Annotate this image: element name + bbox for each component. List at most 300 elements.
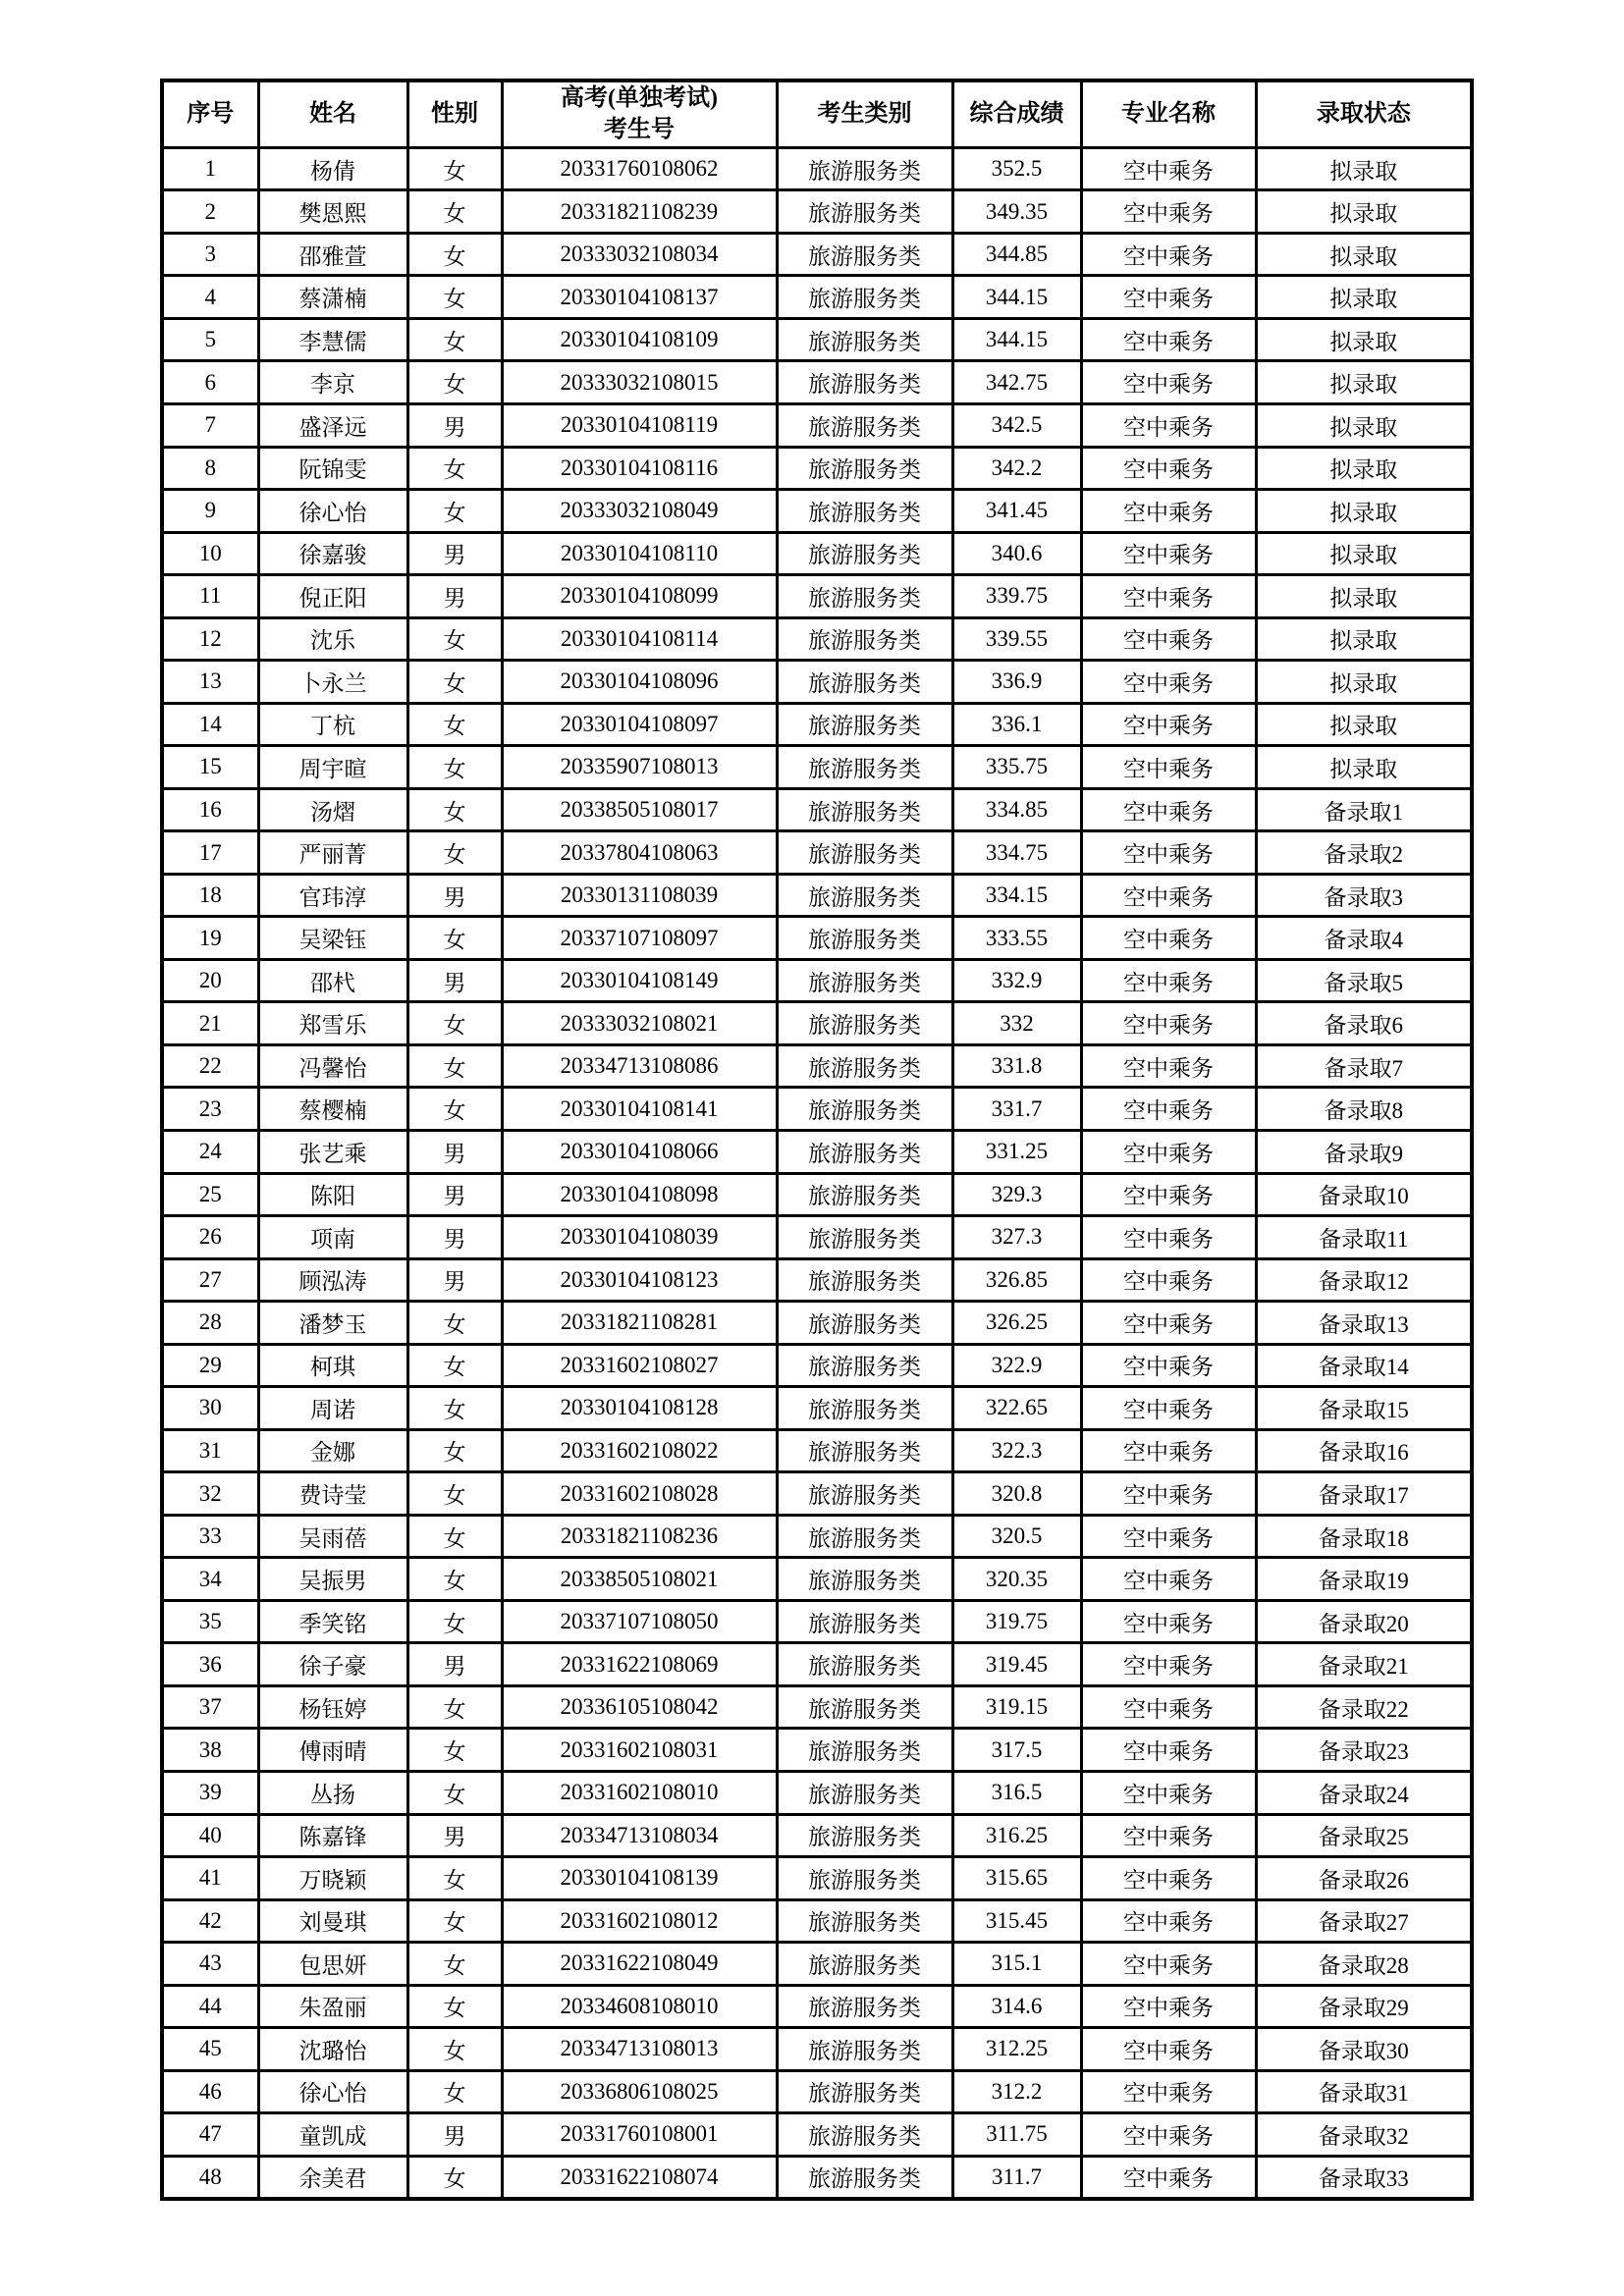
cell-major-name: 空中乘务: [1081, 575, 1256, 618]
cell-candidate-type: 旅游服务类: [777, 1002, 952, 1045]
cell-composite-score: 315.1: [952, 1943, 1081, 1986]
cell-composite-score: 342.5: [952, 403, 1081, 447]
cell-major-name: 空中乘务: [1081, 1643, 1256, 1686]
cell-candidate-type: 旅游服务类: [777, 1814, 952, 1857]
cell-exam-number: 20331821108281: [502, 1302, 777, 1345]
table-row: [162, 447, 1472, 490]
cell-major-name: 空中乘务: [1081, 1088, 1256, 1131]
cell-name: 李京: [258, 361, 407, 404]
cell-exam-number: 20330104108039: [502, 1216, 777, 1259]
cell-composite-score: 339.55: [952, 617, 1081, 661]
cell-exam-number: 20330104108137: [502, 276, 777, 319]
cell-gender: 女: [407, 1344, 502, 1387]
cell-admission-status: 拟录取: [1256, 447, 1472, 490]
cell-index: 39: [162, 1771, 258, 1814]
cell-major-name: 空中乘务: [1081, 276, 1256, 319]
cell-admission-status: 备录取18: [1256, 1515, 1472, 1558]
cell-index: 35: [162, 1600, 258, 1643]
cell-exam-number: 20331821108236: [502, 1515, 777, 1558]
cell-admission-status: 备录取24: [1256, 1771, 1472, 1814]
cell-admission-status: 备录取9: [1256, 1131, 1472, 1174]
cell-major-name: 空中乘务: [1081, 1899, 1256, 1943]
cell-composite-score: 322.9: [952, 1344, 1081, 1387]
table-row: [162, 1131, 1472, 1174]
cell-index: 28: [162, 1302, 258, 1345]
cell-name: 官玮淳: [258, 874, 407, 917]
table-row: [162, 788, 1472, 831]
cell-exam-number: 20337107108097: [502, 917, 777, 960]
cell-candidate-type: 旅游服务类: [777, 190, 952, 234]
cell-name: 倪正阳: [258, 575, 407, 618]
cell-index: 38: [162, 1729, 258, 1772]
cell-major-name: 空中乘务: [1081, 661, 1256, 704]
cell-major-name: 空中乘务: [1081, 2156, 1256, 2199]
cell-name: 徐心怡: [258, 2070, 407, 2113]
cell-composite-score: 312.25: [952, 2028, 1081, 2071]
table-row: [162, 1472, 1472, 1516]
cell-composite-score: 329.3: [952, 1173, 1081, 1216]
cell-name: 阮锦雯: [258, 447, 407, 490]
table-row: [162, 147, 1472, 190]
cell-composite-score: 331.8: [952, 1044, 1081, 1088]
cell-admission-status: 备录取30: [1256, 2028, 1472, 2071]
cell-gender: 女: [407, 746, 502, 789]
cell-major-name: 空中乘务: [1081, 490, 1256, 533]
cell-composite-score: 335.75: [952, 746, 1081, 789]
cell-name: 蔡樱楠: [258, 1088, 407, 1131]
cell-exam-number: 20333032108034: [502, 233, 777, 276]
cell-index: 12: [162, 617, 258, 661]
cell-exam-number: 20334713108034: [502, 1814, 777, 1857]
cell-composite-score: 336.9: [952, 661, 1081, 704]
cell-name: 陈嘉锋: [258, 1814, 407, 1857]
table-row: [162, 1899, 1472, 1943]
cell-admission-status: 备录取32: [1256, 2113, 1472, 2157]
cell-index: 20: [162, 959, 258, 1002]
cell-gender: 男: [407, 1131, 502, 1174]
cell-name: 丁杭: [258, 703, 407, 746]
cell-index: 4: [162, 276, 258, 319]
cell-gender: 女: [407, 1857, 502, 1900]
cell-gender: 女: [407, 276, 502, 319]
cell-name: 丛扬: [258, 1771, 407, 1814]
cell-gender: 女: [407, 831, 502, 875]
table-row: [162, 1258, 1472, 1302]
cell-major-name: 空中乘务: [1081, 318, 1256, 361]
cell-composite-score: 332: [952, 1002, 1081, 1045]
cell-name: 郑雪乐: [258, 1002, 407, 1045]
cell-name: 李慧儒: [258, 318, 407, 361]
cell-candidate-type: 旅游服务类: [777, 1216, 952, 1259]
table-row: [162, 361, 1472, 404]
cell-gender: 男: [407, 403, 502, 447]
cell-admission-status: 备录取2: [1256, 831, 1472, 875]
cell-name: 严丽菁: [258, 831, 407, 875]
cell-index: 44: [162, 1985, 258, 2028]
cell-composite-score: 334.75: [952, 831, 1081, 875]
cell-major-name: 空中乘务: [1081, 1814, 1256, 1857]
cell-candidate-type: 旅游服务类: [777, 490, 952, 533]
cell-index: 15: [162, 746, 258, 789]
cell-major-name: 空中乘务: [1081, 447, 1256, 490]
cell-admission-status: 备录取16: [1256, 1429, 1472, 1472]
cell-name: 周诺: [258, 1387, 407, 1430]
cell-gender: 女: [407, 1985, 502, 2028]
cell-composite-score: 320.35: [952, 1558, 1081, 1601]
table-row: [162, 2070, 1472, 2113]
cell-gender: 女: [407, 2156, 502, 2199]
cell-exam-number: 20331602108022: [502, 1429, 777, 1472]
cell-exam-number: 20330104108149: [502, 959, 777, 1002]
cell-candidate-type: 旅游服务类: [777, 361, 952, 404]
cell-gender: 女: [407, 617, 502, 661]
table-row: [162, 532, 1472, 575]
cell-index: 30: [162, 1387, 258, 1430]
cell-gender: 女: [407, 490, 502, 533]
cell-composite-score: 332.9: [952, 959, 1081, 1002]
cell-exam-number: 20338505108021: [502, 1558, 777, 1601]
cell-index: 40: [162, 1814, 258, 1857]
table-row: [162, 190, 1472, 234]
cell-gender: 女: [407, 1729, 502, 1772]
cell-index: 19: [162, 917, 258, 960]
table-row: [162, 1857, 1472, 1900]
cell-gender: 女: [407, 447, 502, 490]
cell-admission-status: 备录取13: [1256, 1302, 1472, 1345]
cell-index: 42: [162, 1899, 258, 1943]
cell-gender: 女: [407, 2070, 502, 2113]
cell-candidate-type: 旅游服务类: [777, 532, 952, 575]
table-row: [162, 1344, 1472, 1387]
cell-name: 包思妍: [258, 1943, 407, 1986]
cell-name: 朱盈丽: [258, 1985, 407, 2028]
cell-major-name: 空中乘务: [1081, 1558, 1256, 1601]
cell-exam-number: 20330104108119: [502, 403, 777, 447]
cell-index: 48: [162, 2156, 258, 2199]
cell-candidate-type: 旅游服务类: [777, 617, 952, 661]
cell-candidate-type: 旅游服务类: [777, 1515, 952, 1558]
cell-composite-score: 339.75: [952, 575, 1081, 618]
cell-gender: 女: [407, 1899, 502, 1943]
cell-index: 31: [162, 1429, 258, 1472]
cell-name: 金娜: [258, 1429, 407, 1472]
cell-name: 柯琪: [258, 1344, 407, 1387]
cell-index: 45: [162, 2028, 258, 2071]
cell-admission-status: 备录取27: [1256, 1899, 1472, 1943]
cell-composite-score: 341.45: [952, 490, 1081, 533]
table-row: [162, 1600, 1472, 1643]
cell-gender: 男: [407, 959, 502, 1002]
cell-exam-number: 20331760108001: [502, 2113, 777, 2157]
cell-exam-number: 20331602108012: [502, 1899, 777, 1943]
cell-exam-number: 20330104108139: [502, 1857, 777, 1900]
cell-candidate-type: 旅游服务类: [777, 917, 952, 960]
table-row: [162, 1985, 1472, 2028]
cell-index: 17: [162, 831, 258, 875]
cell-composite-score: 320.5: [952, 1515, 1081, 1558]
cell-major-name: 空中乘务: [1081, 1429, 1256, 1472]
cell-major-name: 空中乘务: [1081, 1943, 1256, 1986]
cell-major-name: 空中乘务: [1081, 190, 1256, 234]
cell-composite-score: 333.55: [952, 917, 1081, 960]
cell-composite-score: 319.45: [952, 1643, 1081, 1686]
cell-major-name: 空中乘务: [1081, 1173, 1256, 1216]
cell-major-name: 空中乘务: [1081, 959, 1256, 1002]
cell-major-name: 空中乘务: [1081, 1002, 1256, 1045]
cell-gender: 女: [407, 1600, 502, 1643]
table-row: [162, 1216, 1472, 1259]
cell-name: 邵雅萱: [258, 233, 407, 276]
table-row: [162, 746, 1472, 789]
cell-exam-number: 20330104108114: [502, 617, 777, 661]
table-row: [162, 1429, 1472, 1472]
cell-major-name: 空中乘务: [1081, 1515, 1256, 1558]
cell-admission-status: 备录取14: [1256, 1344, 1472, 1387]
cell-major-name: 空中乘务: [1081, 1387, 1256, 1430]
cell-exam-number: 20330104108110: [502, 532, 777, 575]
table-row: [162, 617, 1472, 661]
cell-candidate-type: 旅游服务类: [777, 1044, 952, 1088]
table-row: [162, 703, 1472, 746]
cell-index: 36: [162, 1643, 258, 1686]
cell-admission-status: 备录取12: [1256, 1258, 1472, 1302]
cell-admission-status: 备录取10: [1256, 1173, 1472, 1216]
cell-composite-score: 342.2: [952, 447, 1081, 490]
header-cell-admission-status: 录取状态: [1256, 80, 1472, 147]
cell-composite-score: 317.5: [952, 1729, 1081, 1772]
cell-admission-status: 备录取1: [1256, 788, 1472, 831]
cell-admission-status: 备录取3: [1256, 874, 1472, 917]
cell-composite-score: 320.8: [952, 1472, 1081, 1516]
cell-index: 23: [162, 1088, 258, 1131]
cell-gender: 男: [407, 532, 502, 575]
cell-name: 沈乐: [258, 617, 407, 661]
cell-exam-number: 20331760108062: [502, 147, 777, 190]
cell-gender: 女: [407, 1302, 502, 1345]
cell-candidate-type: 旅游服务类: [777, 2156, 952, 2199]
cell-composite-score: 349.35: [952, 190, 1081, 234]
cell-index: 18: [162, 874, 258, 917]
cell-admission-status: 备录取28: [1256, 1943, 1472, 1986]
header-cell-exam-number: [502, 80, 777, 147]
table-row: [162, 1643, 1472, 1686]
cell-major-name: 空中乘务: [1081, 1857, 1256, 1900]
table-row: [162, 1814, 1472, 1857]
cell-exam-number: 20331821108239: [502, 190, 777, 234]
cell-gender: 女: [407, 190, 502, 234]
cell-admission-status: 拟录取: [1256, 147, 1472, 190]
cell-admission-status: 备录取20: [1256, 1600, 1472, 1643]
cell-major-name: 空中乘务: [1081, 703, 1256, 746]
cell-name: 潘梦玉: [258, 1302, 407, 1345]
table-row: [162, 1943, 1472, 1986]
cell-name: 项南: [258, 1216, 407, 1259]
cell-name: 沈璐怡: [258, 2028, 407, 2071]
cell-composite-score: 344.15: [952, 276, 1081, 319]
cell-gender: 女: [407, 1002, 502, 1045]
cell-major-name: 空中乘务: [1081, 361, 1256, 404]
table-row: [162, 490, 1472, 533]
cell-admission-status: 备录取21: [1256, 1643, 1472, 1686]
cell-major-name: 空中乘务: [1081, 1685, 1256, 1729]
cell-exam-number: 20331602108010: [502, 1771, 777, 1814]
cell-index: 41: [162, 1857, 258, 1900]
cell-composite-score: 352.5: [952, 147, 1081, 190]
cell-gender: 女: [407, 1088, 502, 1131]
cell-gender: 女: [407, 1558, 502, 1601]
cell-index: 10: [162, 532, 258, 575]
cell-gender: 女: [407, 361, 502, 404]
cell-name: 张艺乘: [258, 1131, 407, 1174]
cell-gender: 男: [407, 1173, 502, 1216]
cell-index: 24: [162, 1131, 258, 1174]
cell-index: 29: [162, 1344, 258, 1387]
cell-composite-score: 314.6: [952, 1985, 1081, 2028]
cell-composite-score: 311.7: [952, 2156, 1081, 2199]
cell-exam-number: 20331602108028: [502, 1472, 777, 1516]
cell-candidate-type: 旅游服务类: [777, 788, 952, 831]
table-row: [162, 831, 1472, 875]
cell-index: 46: [162, 2070, 258, 2113]
cell-major-name: 空中乘务: [1081, 1729, 1256, 1772]
cell-exam-number: 20331602108031: [502, 1729, 777, 1772]
table-row: [162, 1302, 1472, 1345]
header-exam-number-line1: 高考(单独考试): [561, 85, 718, 111]
cell-admission-status: 备录取19: [1256, 1558, 1472, 1601]
cell-index: 5: [162, 318, 258, 361]
cell-major-name: 空中乘务: [1081, 1302, 1256, 1345]
cell-exam-number: 20333032108015: [502, 361, 777, 404]
cell-exam-number: 20330104108098: [502, 1173, 777, 1216]
cell-name: 杨倩: [258, 147, 407, 190]
cell-candidate-type: 旅游服务类: [777, 1643, 952, 1686]
cell-exam-number: 20330104108096: [502, 661, 777, 704]
cell-admission-status: 备录取23: [1256, 1729, 1472, 1772]
cell-candidate-type: 旅游服务类: [777, 1173, 952, 1216]
cell-index: 1: [162, 147, 258, 190]
cell-name: 万晓颖: [258, 1857, 407, 1900]
cell-name: 徐嘉骏: [258, 532, 407, 575]
cell-exam-number: 20331622108049: [502, 1943, 777, 1986]
cell-candidate-type: 旅游服务类: [777, 276, 952, 319]
cell-index: 27: [162, 1258, 258, 1302]
cell-exam-number: 20330104108099: [502, 575, 777, 618]
cell-name: 徐子豪: [258, 1643, 407, 1686]
cell-major-name: 空中乘务: [1081, 1985, 1256, 2028]
cell-admission-status: 备录取17: [1256, 1472, 1472, 1516]
cell-major-name: 空中乘务: [1081, 403, 1256, 447]
cell-gender: 女: [407, 1044, 502, 1088]
cell-admission-status: 拟录取: [1256, 575, 1472, 618]
cell-major-name: 空中乘务: [1081, 617, 1256, 661]
cell-admission-status: 备录取6: [1256, 1002, 1472, 1045]
cell-exam-number: 20330104108109: [502, 318, 777, 361]
cell-composite-score: 331.25: [952, 1131, 1081, 1174]
cell-gender: 女: [407, 1387, 502, 1430]
cell-name: 陈阳: [258, 1173, 407, 1216]
cell-name: 季笑铭: [258, 1600, 407, 1643]
cell-candidate-type: 旅游服务类: [777, 1600, 952, 1643]
cell-index: 9: [162, 490, 258, 533]
cell-exam-number: 20336105108042: [502, 1685, 777, 1729]
cell-name: 傅雨晴: [258, 1729, 407, 1772]
cell-composite-score: 315.65: [952, 1857, 1081, 1900]
cell-gender: 女: [407, 1515, 502, 1558]
cell-composite-score: 311.75: [952, 2113, 1081, 2157]
cell-candidate-type: 旅游服务类: [777, 831, 952, 875]
table-row: [162, 233, 1472, 276]
cell-index: 34: [162, 1558, 258, 1601]
cell-composite-score: 319.15: [952, 1685, 1081, 1729]
cell-admission-status: 备录取4: [1256, 917, 1472, 960]
cell-candidate-type: 旅游服务类: [777, 1729, 952, 1772]
cell-candidate-type: 旅游服务类: [777, 1429, 952, 1472]
cell-major-name: 空中乘务: [1081, 233, 1256, 276]
cell-exam-number: 20338505108017: [502, 788, 777, 831]
cell-composite-score: 344.15: [952, 318, 1081, 361]
cell-name: 费诗莹: [258, 1472, 407, 1516]
cell-composite-score: 312.2: [952, 2070, 1081, 2113]
cell-exam-number: 20333032108021: [502, 1002, 777, 1045]
cell-gender: 男: [407, 874, 502, 917]
cell-major-name: 空中乘务: [1081, 1044, 1256, 1088]
cell-candidate-type: 旅游服务类: [777, 2113, 952, 2157]
table-body: [162, 147, 1472, 2199]
header-cell-index: 序号: [162, 80, 258, 147]
cell-major-name: 空中乘务: [1081, 788, 1256, 831]
cell-composite-score: 326.25: [952, 1302, 1081, 1345]
cell-composite-score: 336.1: [952, 703, 1081, 746]
cell-candidate-type: 旅游服务类: [777, 2070, 952, 2113]
cell-name: 顾泓涛: [258, 1258, 407, 1302]
cell-candidate-type: 旅游服务类: [777, 959, 952, 1002]
cell-admission-status: 拟录取: [1256, 746, 1472, 789]
cell-exam-number: 20337804108063: [502, 831, 777, 875]
cell-composite-score: 316.5: [952, 1771, 1081, 1814]
cell-major-name: 空中乘务: [1081, 746, 1256, 789]
cell-admission-status: 备录取8: [1256, 1088, 1472, 1131]
header-cell-candidate-type: 考生类别: [777, 80, 952, 147]
cell-gender: 女: [407, 1771, 502, 1814]
table-row: [162, 2028, 1472, 2071]
cell-major-name: 空中乘务: [1081, 2070, 1256, 2113]
cell-candidate-type: 旅游服务类: [777, 1472, 952, 1516]
table-row: [162, 1002, 1472, 1045]
cell-exam-number: 20331622108069: [502, 1643, 777, 1686]
cell-candidate-type: 旅游服务类: [777, 2028, 952, 2071]
table-row: [162, 661, 1472, 704]
cell-name: 蔡潇楠: [258, 276, 407, 319]
cell-major-name: 空中乘务: [1081, 874, 1256, 917]
cell-exam-number: 20331622108074: [502, 2156, 777, 2199]
cell-index: 6: [162, 361, 258, 404]
cell-index: 22: [162, 1044, 258, 1088]
cell-name: 冯馨怡: [258, 1044, 407, 1088]
cell-candidate-type: 旅游服务类: [777, 1302, 952, 1345]
cell-gender: 男: [407, 2113, 502, 2157]
cell-exam-number: 20330104108128: [502, 1387, 777, 1430]
cell-admission-status: 拟录取: [1256, 703, 1472, 746]
cell-composite-score: 344.85: [952, 233, 1081, 276]
cell-admission-status: 拟录取: [1256, 361, 1472, 404]
cell-major-name: 空中乘务: [1081, 1344, 1256, 1387]
table-row: [162, 276, 1472, 319]
cell-admission-status: 拟录取: [1256, 233, 1472, 276]
cell-name: 汤熠: [258, 788, 407, 831]
cell-gender: 女: [407, 1943, 502, 1986]
cell-index: 21: [162, 1002, 258, 1045]
cell-composite-score: 331.7: [952, 1088, 1081, 1131]
